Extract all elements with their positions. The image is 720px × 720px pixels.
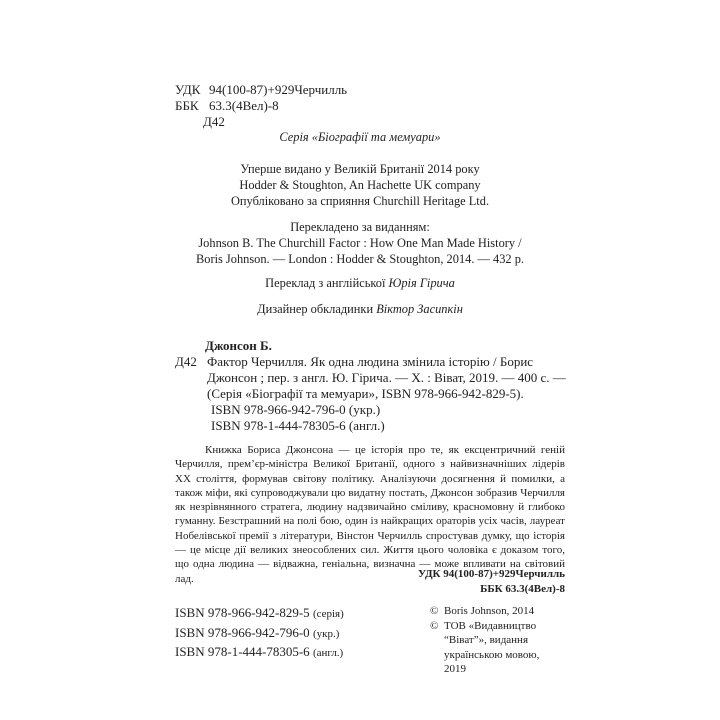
isbn-note: (укр.): [312, 627, 340, 640]
author-mark-row: [175, 114, 347, 130]
udk-row: [175, 82, 347, 98]
bbk-value: 63.3(4Вел)-8: [209, 98, 279, 113]
annotation: [175, 443, 565, 586]
card-line-1: Фактор Черчилля. Як одна людина змінила історію / Борис: [207, 354, 534, 369]
designer-prefix: Дизайнер обкладинки: [257, 302, 374, 316]
isbn-item: [175, 604, 344, 624]
card-line-3: (Серія «Біографії та мемуари», ISBN 978-966-942-829-5).: [207, 386, 524, 401]
isbn-number: ISBN 978-1-444-78305-6: [175, 644, 310, 659]
bottom-codes: [418, 567, 565, 597]
catalog-card: [175, 338, 566, 434]
card-author: Джонсон Б.: [205, 338, 272, 353]
publication-info: [175, 162, 545, 209]
series-line: Серія «Біографії та мемуари»: [279, 130, 441, 144]
isbn-number: ISBN 978-966-942-796-0: [175, 624, 310, 640]
author-mark: Д42: [203, 114, 225, 129]
card-line-2: Джонсон ; пер. з англ. Ю. Гірича. — Х. : Віват, 2019. — 400 с. —: [207, 370, 566, 385]
publication-line-2: Hodder & Stoughton, An Hachette UK company: [239, 177, 481, 192]
isbn-note: (серія): [312, 608, 344, 620]
copyright-holder-1: Boris Johnson, 2014: [444, 605, 535, 617]
bbk-label: ББК: [175, 98, 199, 113]
bottom-bbk: ББК 63.3(4Вел)-8: [480, 583, 565, 595]
copyright-symbol: ©: [430, 605, 439, 617]
isbn-list: [175, 604, 344, 663]
card-entry: [175, 354, 555, 370]
annotation-text: Книжка Бориса Джонсона — це історія про те, як ексцентричний геній Черчилля, прем’єр-міністра Великої Британії, одного з найвизначніших лідерів XX століття, формував світову політику. Аналізуючи досягнення й помилки, а також міфи, які супроводжували цю видатну постать, Джонсон зобразив Черчилля як незрівнянного стратега, людину надзвичайно сміливу, красномовну й глибоко гуманну. Безстрашний на полі бою, один із найкращих ораторів усіх часів, лауреат Нобелівської премії з літератури, Вінстон Черчилль спростував думку, що історія — це місце дії великих знеособлених сил. Життя цього чоловіка є доказом того, що одна людина — відважна, геніальна, визначна — може впливати на світовий лад.: [175, 444, 565, 585]
card-isbn-2: ISBN 978-1-444-78305-6 (англ.): [211, 418, 385, 433]
udk-label: УДК: [175, 82, 201, 97]
translation-line-2: Boris Johnson. — London : Hodder & Stoughton, 2014. — 432 p.: [195, 251, 524, 266]
udk-value: 94(100-87)+929Черчилль: [209, 82, 348, 97]
classification-codes: [175, 82, 347, 130]
designer-name: Віктор Засипкін: [376, 302, 463, 316]
translator-name: Юрія Гірича: [388, 276, 455, 290]
copyright-block: [430, 604, 560, 677]
translator-credit: [175, 276, 545, 292]
isbn-number: ISBN 978-966-942-829-5: [175, 605, 310, 620]
card-code: Д42: [175, 354, 197, 369]
isbn-item: [175, 624, 344, 644]
translation-line-1: Johnson B. The Churchill Factor : How One Man Made History /: [198, 235, 522, 250]
copyright-line-1: [430, 604, 560, 619]
publication-line-1: Уперше видано у Великій Британії 2014 року: [240, 162, 480, 176]
bottom-udk: УДК 94(100-87)+929Черчилль: [417, 568, 565, 580]
designer-credit: [175, 302, 545, 318]
card-isbn-1: ISBN 978-966-942-796-0 (укр.): [211, 402, 381, 417]
copyright-holder-2: ТОВ «Видавництво “Віват”», видання українською мовою, 2019: [444, 619, 540, 675]
translator-prefix: Переклад з англійської: [265, 276, 386, 290]
isbn-note: (англ.): [312, 647, 344, 659]
copyright-line-2: [430, 619, 560, 677]
translation-source: [175, 220, 545, 267]
translation-heading: Перекладено за виданням:: [290, 220, 430, 234]
copyright-symbol: ©: [430, 619, 439, 632]
isbn-item: [175, 643, 344, 663]
bbk-row: [175, 98, 347, 114]
publication-line-3: Опубліковано за сприяння Churchill Heritage Ltd.: [230, 193, 490, 208]
